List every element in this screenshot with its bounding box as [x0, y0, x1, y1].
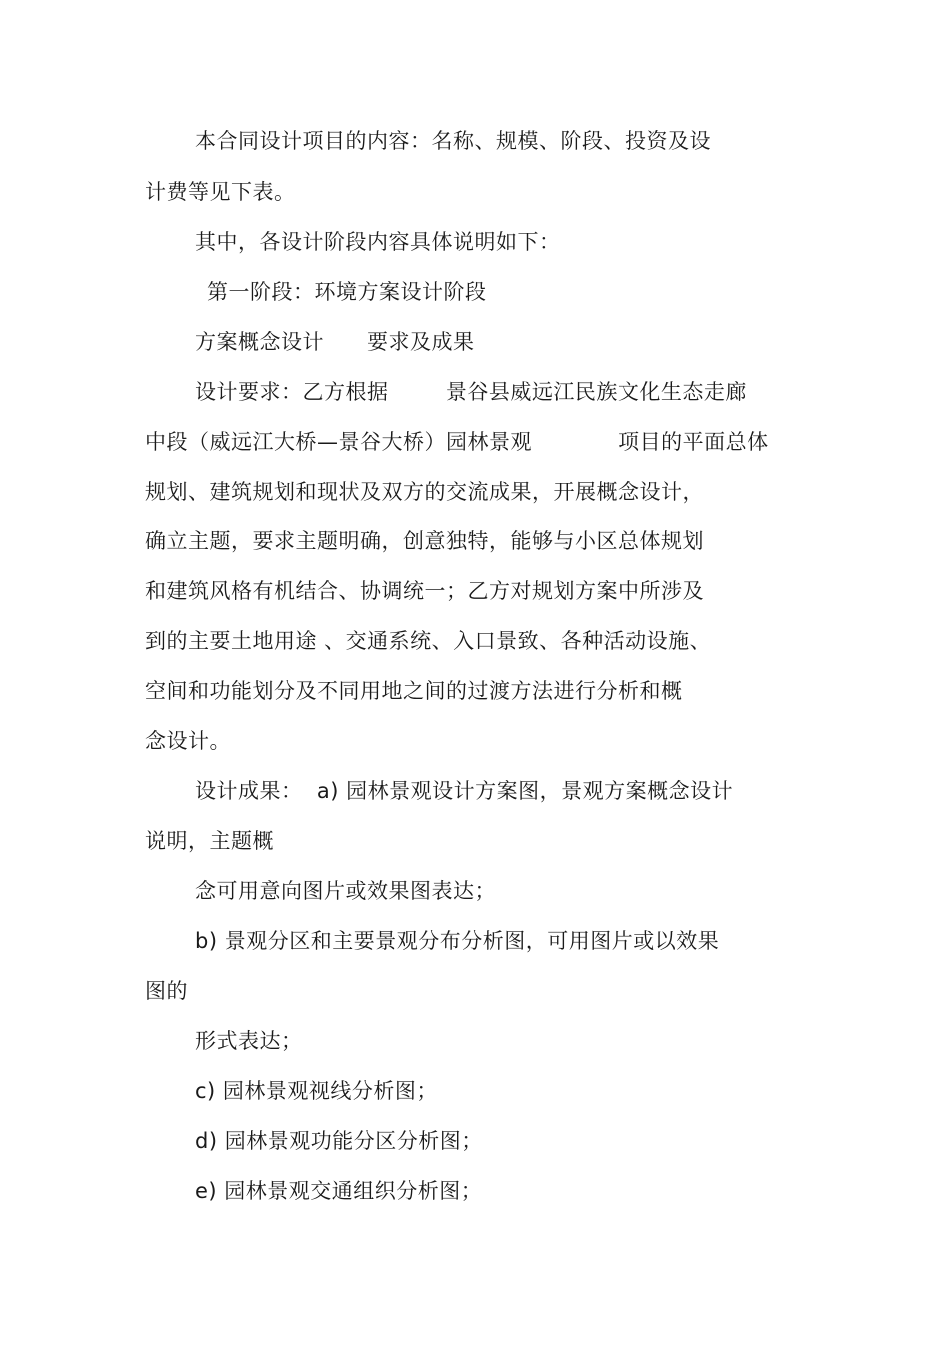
text-line: 念可用意向图片或效果图表达； [195, 879, 496, 903]
text-line: 念设计。 [145, 729, 231, 753]
text-line: 形式表达； [195, 1029, 303, 1053]
text-line: 方案概念设计 要求及成果 [195, 330, 475, 354]
text-line: 图的 [145, 979, 188, 1003]
text-line: d) 园林景观功能分区分析图； [195, 1129, 483, 1153]
text-line: 第一阶段：环境方案设计阶段 [207, 280, 487, 304]
text-line: 和建筑风格有机结合、协调统一；乙方对规划方案中所涉及 [145, 579, 704, 603]
text-line: 规划、建筑规划和现状及双方的交流成果，开展概念设计， [145, 480, 704, 504]
text-line: b) 景观分区和主要景观分布分析图，可用图片或以效果 [195, 929, 720, 953]
text-line: 空间和功能划分及不同用地之间的过渡方法进行分析和概 [145, 679, 683, 703]
text-line: 本合同设计项目的内容：名称、规模、阶段、投资及设 [195, 129, 711, 153]
text-line: 设计成果： a) 园林景观设计方案图，景观方案概念设计 [195, 779, 734, 803]
text-line: 确立主题，要求主题明确，创意独特，能够与小区总体规划 [145, 529, 704, 553]
text-line: 其中，各设计阶段内容具体说明如下： [195, 230, 561, 254]
text-line: 中段（威远江大桥—景谷大桥）园林景观 项目的平面总体 [145, 430, 769, 454]
text-line: 设计要求：乙方根据 景谷县威远江民族文化生态走廊 [195, 380, 747, 404]
text-line: 到的主要土地用途 、交通系统、入口景致、各种活动设施、 [145, 629, 712, 653]
text-line: c) 园林景观视线分析图； [195, 1079, 438, 1103]
text-line: 计费等见下表。 [145, 180, 296, 204]
text-line: e) 园林景观交通组织分析图； [195, 1179, 483, 1203]
text-line: 说明，主题概 [145, 829, 274, 853]
